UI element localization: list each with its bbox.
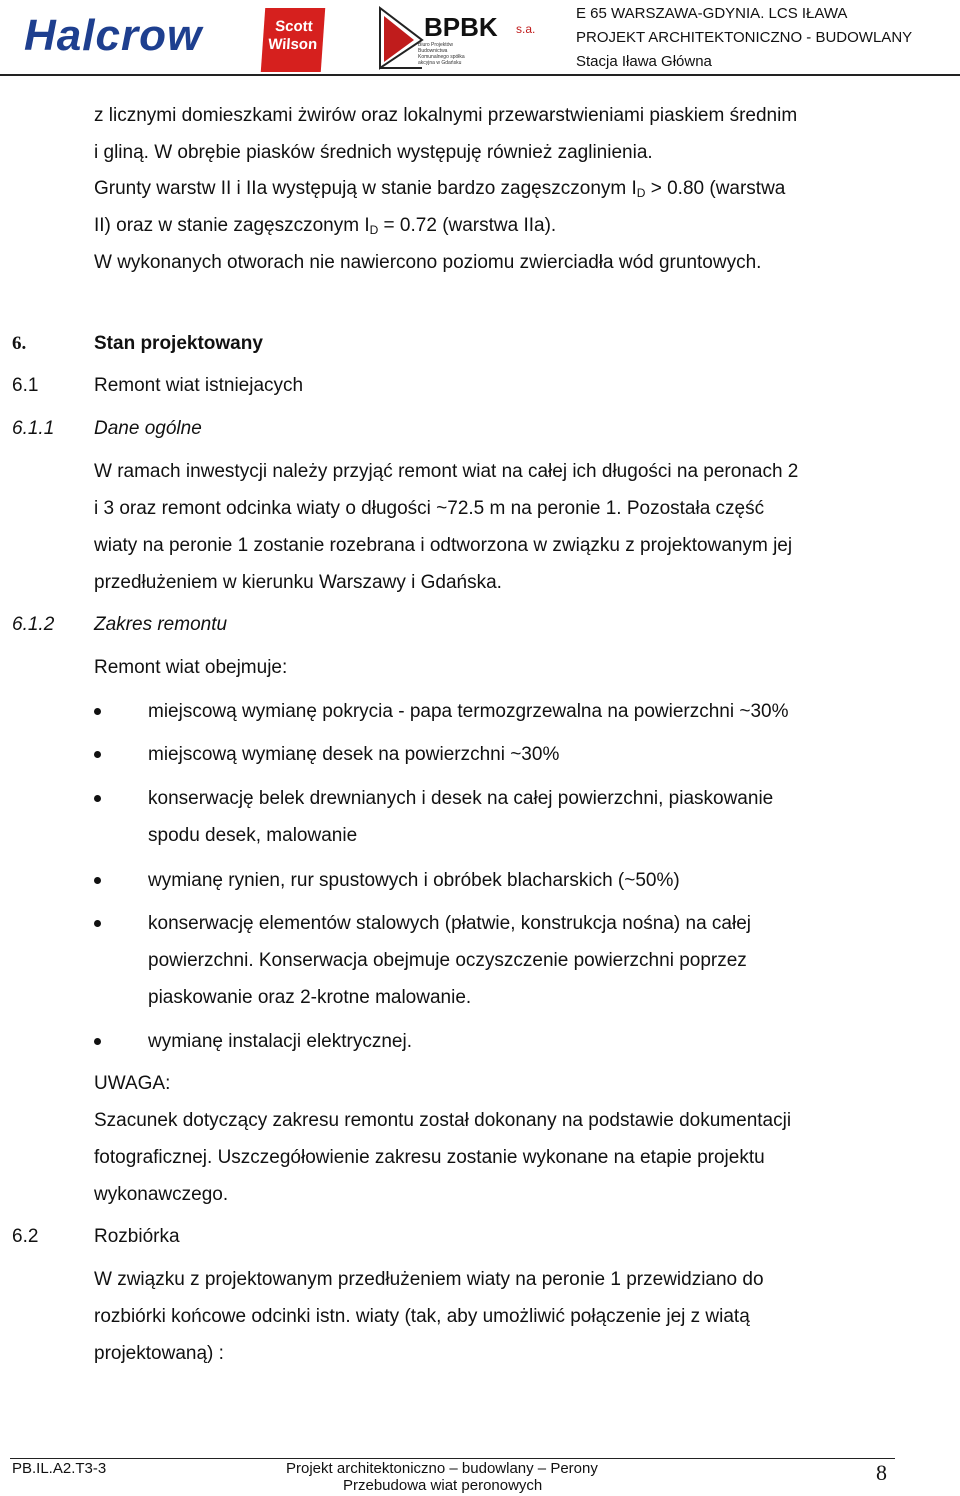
- header-line-1: E 65 WARSZAWA-GDYNIA. LCS IŁAWA: [576, 5, 848, 22]
- list-item-3-line-2: spodu desek, malowanie: [148, 825, 358, 846]
- intro-line-1: z licznymi domieszkami żwirów oraz lokalnymi przewarstwieniami piaskiem średnim: [94, 105, 798, 126]
- note-label: UWAGA:: [94, 1073, 171, 1094]
- section-6-title: Stan projektowany: [94, 333, 263, 354]
- list-item-5-line-2: powierzchni. Konserwacja obejmuje oczyszczenie powierzchni poprzez: [148, 950, 747, 971]
- footer-divider: [10, 1458, 895, 1459]
- list-item-4: wymianę rynien, rur spustowych i obróbek blacharskich (~50%): [148, 870, 680, 891]
- header-project-info: [576, 2, 912, 74]
- header-line-3: Stacja Iława Główna: [576, 53, 712, 70]
- bullet-icon: [94, 795, 101, 802]
- intro-line-3-b: > 0.80 (warstwa: [645, 178, 786, 199]
- section-6-2-number: 6.2: [12, 1226, 39, 1247]
- note-line-3: wykonawczego.: [94, 1184, 229, 1205]
- bullet-icon: [94, 920, 101, 927]
- bullet-icon: [94, 1038, 101, 1045]
- intro-line-4: [94, 214, 556, 242]
- list-item-1: miejscową wymianę pokrycia - papa termozgrzewalna na powierzchni ~30%: [148, 701, 789, 722]
- intro-line-3-subscript: D: [636, 186, 646, 200]
- footer-title-line-2: Przebudowa wiat peronowych: [343, 1477, 543, 1494]
- page-header: [0, 0, 960, 78]
- section-6-1-2-lead: Remont wiat obejmuje:: [94, 657, 288, 678]
- section-6-1-1-line-4: przedłużeniem w kierunku Warszawy i Gdańska.: [94, 572, 502, 593]
- section-6-2-line-1: W związku z projektowanym przedłużeniem wiaty na peronie 1 przewidziano do: [94, 1269, 764, 1290]
- intro-line-4-b: = 0.72 (warstwa IIa).: [378, 215, 557, 236]
- section-6-1-title: Remont wiat istniejacych: [94, 375, 304, 396]
- bpbk-logo-suffix: s.a.: [516, 22, 536, 36]
- section-6-number: 6.: [12, 333, 27, 354]
- intro-line-3-a: Grunty warstw II i IIa występują w stanie bardzo zagęszczonym I: [94, 178, 637, 199]
- section-6-2-title: Rozbiórka: [94, 1226, 180, 1247]
- section-6-1-number: 6.1: [12, 375, 39, 396]
- header-divider: [0, 74, 960, 76]
- list-item-3-line-1: konserwację belek drewnianych i desek na całej powierzchni, piaskowanie: [148, 788, 774, 809]
- footer-doc-code: PB.IL.A2.T3-3: [12, 1460, 107, 1477]
- section-6-1-1-line-2: i 3 oraz remont odcinka wiaty o długości ~72.5 m na peronie 1. Pozostała część: [94, 498, 765, 519]
- section-6-1-1-number: 6.1.1: [12, 418, 55, 439]
- section-6-1-2-number: 6.1.2: [12, 614, 55, 635]
- bullet-icon: [94, 877, 101, 884]
- scott-wilson-logo-line2: Wilson: [267, 36, 318, 53]
- section-6-1-1-line-1: W ramach inwestycji należy przyjąć remont wiat na całej ich długości na peronach 2: [94, 461, 799, 482]
- scott-wilson-logo: [261, 8, 325, 72]
- section-6-2-line-2: rozbiórki końcowe odcinki istn. wiaty (tak, aby umożliwić połączenie jej z wiatą: [94, 1306, 750, 1327]
- list-item-5-line-1: konserwację elementów stalowych (płatwie, konstrukcja nośna) na całej: [148, 913, 752, 934]
- intro-line-4-subscript: D: [369, 223, 379, 237]
- bpbk-logo-subtitle: Biuro Projektów Budownictwa Komunalnego spółka akcyjna w Gdańsku: [418, 42, 465, 66]
- bullet-icon: [94, 708, 101, 715]
- bullet-icon: [94, 751, 101, 758]
- intro-line-4-a: II) oraz w stanie zagęszczonym I: [94, 215, 370, 236]
- section-6-1-2-title: Zakres remontu: [94, 614, 228, 635]
- intro-line-3: [94, 177, 785, 205]
- footer-title-line-1: Projekt architektoniczno – budowlany – Perony: [286, 1460, 598, 1477]
- intro-line-5: W wykonanych otworach nie nawiercono poziomu zwierciadła wód gruntowych.: [94, 252, 762, 273]
- halcrow-logo: Halcrow: [24, 11, 203, 60]
- list-item-2: miejscową wymianę desek na powierzchni ~30%: [148, 744, 560, 765]
- section-6-1-1-title: Dane ogólne: [94, 418, 202, 439]
- list-item-6: wymianę instalacji elektrycznej.: [148, 1031, 412, 1052]
- note-line-1: Szacunek dotyczący zakresu remontu został dokonany na podstawie dokumentacji: [94, 1110, 792, 1131]
- scott-wilson-logo-line1: Scott: [274, 18, 314, 35]
- section-6-2-line-3: projektowaną) :: [94, 1343, 224, 1364]
- note-line-2: fotograficznej. Uszczegółowienie zakresu zostanie wykonane na etapie projektu: [94, 1147, 765, 1168]
- intro-line-2: i gliną. W obrębie piasków średnich występuję również zaglinienia.: [94, 142, 653, 163]
- bpbk-logo-text: BPBK: [424, 12, 498, 42]
- header-line-2: PROJEKT ARCHITEKTONICZNO - BUDOWLANY: [576, 29, 913, 46]
- page-number: 8: [876, 1460, 887, 1485]
- list-item-5-line-3: piaskowanie oraz 2-krotne malowanie.: [148, 987, 472, 1008]
- section-6-1-1-line-3: wiaty na peronie 1 zostanie rozebrana i odtworzona w związku z projektowanym jej: [94, 535, 793, 556]
